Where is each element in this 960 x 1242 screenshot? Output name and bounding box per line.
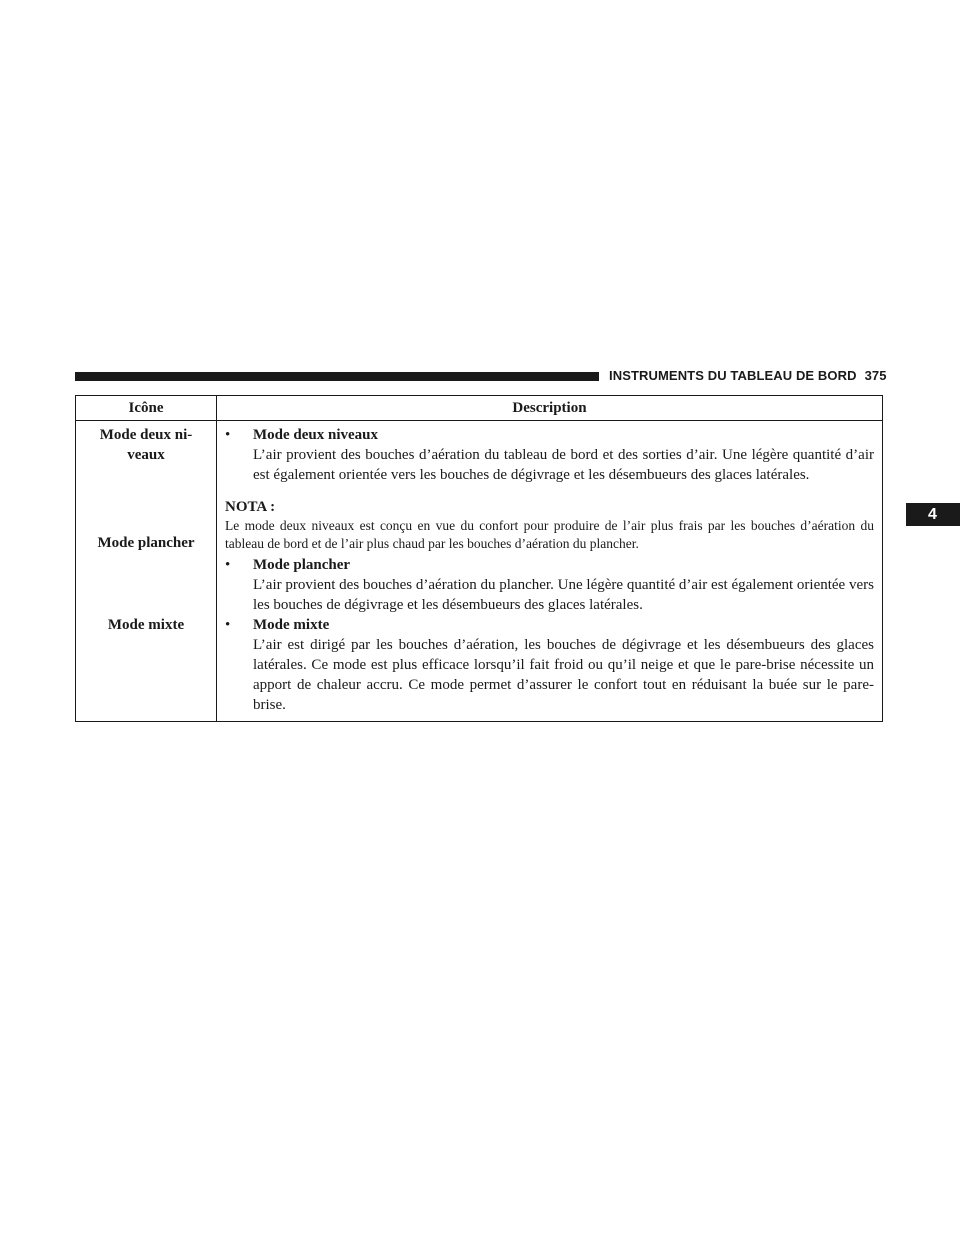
note-title: NOTA : — [225, 499, 276, 515]
mode-table — [75, 395, 883, 722]
item-text: L’air provient des bouches d’aération du plancher. Une légère quantité d’air est également orientée vers les bouches de dégivrage et les désembueurs des glaces latérales. — [253, 577, 874, 613]
item-text: L’air est dirigé par les bouches d’aération, les bouches de dégivrage et les désembueurs des glaces latérales. Ce mode est plus efficace lorsqu’il fait froid ou qu’il neige et que le pare-brise nécessite un apport de chaleur accru. Ce mode permet d’assurer le confort tout en réduisant la buée sur le pare-brise. — [253, 637, 874, 713]
column-header-description: Description — [217, 396, 883, 421]
icon-label-floor: Mode plancher — [97, 535, 195, 551]
bullet: • — [225, 617, 231, 633]
page-header — [609, 367, 887, 385]
chapter-tab: 4 — [906, 503, 960, 526]
item-title: Mode plancher — [253, 557, 351, 573]
item-text: L’air provient des bouches d’aération du tableau de bord et des sorties d’air. Une légère quantité d’air est également orientée vers les bouches de dégivrage et les désembueurs des glaces latérales. — [253, 447, 874, 483]
item-title: Mode deux niveaux — [253, 427, 379, 443]
list-item — [225, 555, 874, 615]
item-title: Mode mixte — [253, 617, 330, 633]
table-header-row — [76, 396, 883, 421]
note-text: Le mode deux niveaux est conçu en vue du confort pour produire de l’air plus frais par les bouches d’aération du tableau de bord et de l’air plus chaud par les bouches d’aération du plancher. — [225, 518, 874, 551]
icon-cell — [76, 421, 217, 722]
header-rule — [75, 372, 599, 381]
list-item — [225, 425, 874, 485]
bullet: • — [225, 427, 231, 443]
bullet: • — [225, 557, 231, 573]
description-cell — [217, 421, 883, 722]
page-number: 375 — [864, 368, 887, 383]
icon-label-bilevel-line2: veaux — [127, 447, 165, 463]
icon-label-mix: Mode mixte — [107, 617, 185, 633]
column-header-icon: Icône — [76, 396, 217, 421]
table-row — [76, 421, 883, 722]
icon-label-bilevel-line1: Mode deux ni- — [99, 427, 193, 443]
list-item — [225, 615, 874, 715]
section-title: INSTRUMENTS DU TABLEAU DE BORD — [609, 368, 857, 383]
